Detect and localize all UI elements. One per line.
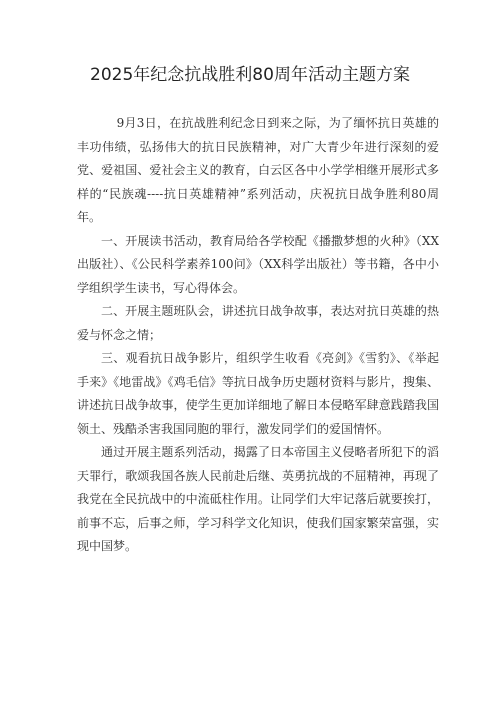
document-body (77, 112, 439, 559)
document-title: 2025年纪念抗战胜利80周年活动主题方案 (90, 65, 410, 85)
paragraph-film-viewing: 三、观看抗日战争影片，组织学生收看《亮剑》《雪豹》、《举起手来》《地雷战》《鸡毛信》等抗日战争历史题材资料与影片，搜集、讲述抗日战争故事，使学生更加详细地了解日本侵略军肆意践踏我国领土、残酷杀害我国同胞的罪行，激发同学们的爱国情怀。 (77, 351, 439, 436)
paragraph-intro: 9月3日，在抗战胜利纪念日到来之际，为了缅怀抗日英雄的丰功伟绩，弘扬伟大的抗日民族精神，对广大青少年进行深刻的爱党、爱祖国、爱社会主义的教育，白云区各中小学学相继开展形式多样的“民族魂----抗日英雄精神”系列活动，庆祝抗日战争胜利80周年。 (77, 116, 439, 224)
paragraph-conclusion: 通过开展主题系列活动，揭露了日本帝国主义侵略者所犯下的滔天罪行，歌颂我国各族人民前赴后继、英勇抗战的不屈精神，再现了我党在全民抗战中的中流砥柱作用。让同学们大牢记落后就要挨打，前事不忘，后事之师，学习科学文化知识，使我们国家繁荣富强，实现中国梦。 (77, 445, 439, 553)
paragraph-reading-activity: 一、开展读书活动，教育局给各学校配《播撒梦想的火种》（XX出版社）、《公民科学素养100问》（XX科学出版社）等书籍，各中小学组织学生读书，写心得体会。 (77, 233, 439, 295)
paragraph-class-meeting: 二、开展主题班队会，讲述抗日战争故事，表达对抗日英雄的热爱与怀念之情； (77, 304, 439, 342)
